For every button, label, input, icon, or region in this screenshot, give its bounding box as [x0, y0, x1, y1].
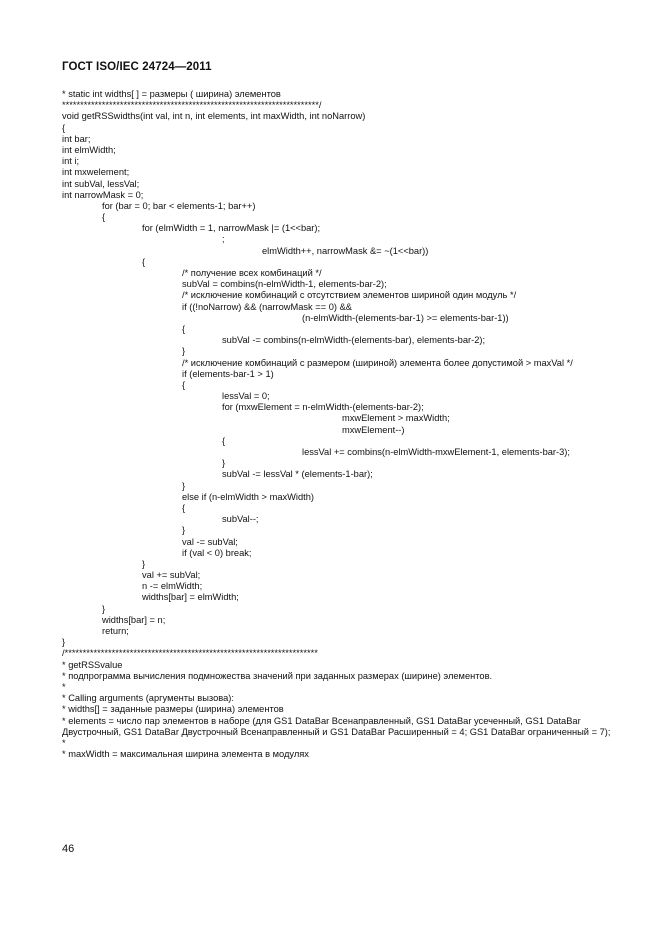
code-line: int i;: [62, 156, 80, 167]
code-line: subVal = combins(n-elmWidth-1, elements-bar-2);: [182, 279, 387, 290]
code-line: }: [62, 637, 66, 648]
code-line: else if (n-elmWidth > maxWidth): [182, 491, 314, 502]
code-line: }: [142, 558, 146, 569]
code-line: }: [182, 525, 186, 536]
code-line: if (elements-bar-1 > 1): [182, 368, 274, 379]
code-line: /* исключение комбинаций с размером (шириной) элемента более допустимой > maxVal */: [182, 357, 573, 368]
code-line: int mxwelement;: [62, 167, 130, 178]
code-line: for (elmWidth = 1, narrowMask |= (1<<bar);: [142, 223, 321, 234]
code-line: }: [182, 480, 186, 491]
code-line: ;: [222, 234, 225, 245]
code-line: }: [102, 603, 106, 614]
code-line: mxwElement--): [342, 424, 405, 435]
code-line: *: [62, 737, 66, 748]
code-line: /* получение всех комбинаций */: [182, 268, 322, 278]
code-line: int narrowMask = 0;: [62, 189, 144, 200]
code-line: {: [182, 379, 186, 390]
code-line: int subVal, lessVal;: [62, 178, 140, 189]
code-line: * Calling arguments (аргументы вызова):: [62, 693, 234, 704]
code-line: }: [182, 346, 186, 357]
code-line: if ((!noNarrow) && (narrowMask == 0) &&: [182, 301, 352, 312]
code-line: {: [62, 122, 66, 133]
code-line: *: [62, 681, 66, 692]
code-line: int bar;: [62, 133, 91, 144]
code-line: return;: [102, 626, 129, 636]
page-header-title: ГОСТ ISO/IEC 24724—2011: [62, 61, 212, 73]
code-line: val -= subVal;: [182, 536, 238, 547]
code-line: widths[bar] = elmWidth;: [142, 592, 239, 603]
code-listing: [62, 89, 622, 760]
code-line: (n-elmWidth-(elements-bar-1) >= elements-bar-1)): [302, 312, 509, 323]
code-line: * static int widths[ ] = размеры ( ширина) элементов: [62, 89, 281, 99]
code-line: for (bar = 0; bar < elements-1; bar++): [102, 200, 256, 211]
code-line: ***********************************************************************/: [62, 100, 322, 111]
code-line: int elmWidth;: [62, 144, 116, 155]
code-line: n -= elmWidth;: [142, 581, 203, 592]
code-line: void getRSSwidths(int val, int n, int elements, int maxWidth, int noNarrow): [62, 111, 366, 122]
code-line: widths[bar] = n;: [102, 614, 166, 625]
code-line: * elements = число пар элементов в наборе (для GS1 DataBar Всенаправленный, GS1 DataBar усеченный, GS1 DataBar Двустрочный, GS1 DataBar Двустрочный Всенаправленный и GS1 DataBar Расширенный = 4; GS1 DataBar ограниченный = 7);: [62, 715, 611, 737]
code-line: {: [102, 212, 106, 223]
code-line: subVal--;: [222, 514, 259, 525]
page-number: 46: [62, 843, 75, 855]
code-line: lessVal = 0;: [222, 391, 270, 402]
code-line: * widths[] = заданные размеры (ширина) элементов: [62, 704, 284, 715]
code-line: {: [142, 256, 146, 267]
code-line: mxwElement > maxWidth;: [342, 413, 450, 424]
code-line: /* исключение комбинаций с отсутствием элементов шириной один модуль */: [182, 290, 517, 301]
code-line: lessVal += combins(n-elmWidth-mxwElement-1, elements-bar-3);: [302, 447, 570, 457]
code-line: {: [182, 502, 186, 513]
code-line: subVal -= combins(n-elmWidth-(elements-bar), elements-bar-2);: [222, 335, 486, 346]
code-line: * getRSSvalue: [62, 659, 123, 670]
code-line: }: [222, 458, 226, 469]
code-line: * подпрограмма вычисления подмножества значений при заданных размерах (ширине) элементов.: [62, 670, 493, 681]
code-line: {: [222, 435, 226, 446]
code-line: elmWidth++, narrowMask &= ~(1<<bar)): [262, 245, 429, 256]
code-line: val += subVal;: [142, 570, 201, 581]
code-line: {: [182, 323, 186, 334]
code-line: for (mxwElement = n-elmWidth-(elements-bar-2);: [222, 402, 424, 413]
code-line: subVal -= lessVal * (elements-1-bar);: [222, 469, 373, 480]
code-line: * maxWidth = максимальная ширина элемента в модулях: [62, 749, 309, 760]
code-line: /**********************************************************************: [62, 648, 318, 659]
code-line: if (val < 0) break;: [182, 547, 252, 558]
